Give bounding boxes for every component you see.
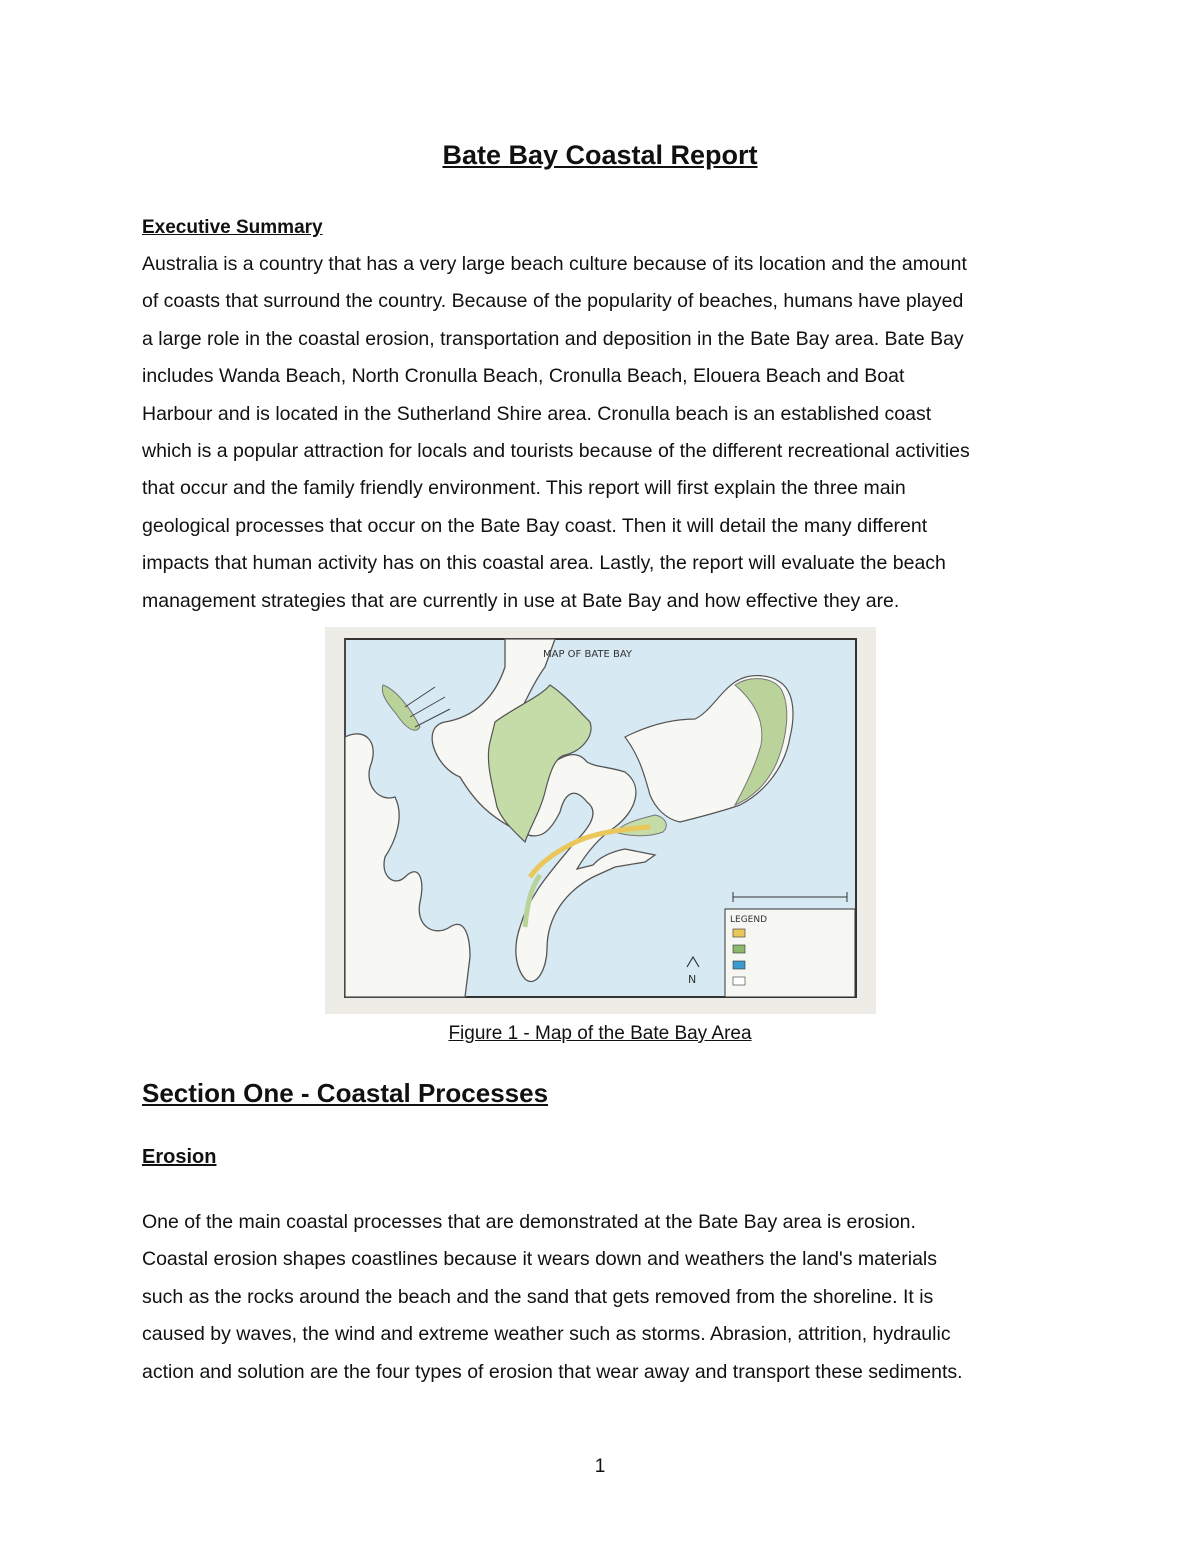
text-line: a large role in the coastal erosion, transportation and deposition in the Bate Bay area. Bate Bay xyxy=(142,327,964,350)
map-drawing xyxy=(325,627,876,1014)
document-title: Bate Bay Coastal Report xyxy=(442,140,758,170)
erosion-paragraph xyxy=(142,1204,1072,1391)
executive-summary-paragraph xyxy=(142,246,1072,620)
text-line: impacts that human activity has on this coastal area. Lastly, the report will evaluate the beach xyxy=(142,552,946,575)
text-line: Harbour and is located in the Sutherland Shire area. Cronulla beach is an established coast xyxy=(142,402,932,425)
bate-bay-map-figure xyxy=(325,627,876,1014)
text-line: that occur and the family friendly environment. This report will first explain the three main xyxy=(142,477,906,500)
page-number: 1 xyxy=(594,1456,606,1477)
text-line: of coasts that surround the country. Because of the popularity of beaches, humans have played xyxy=(142,290,964,313)
text-line: geological processes that occur on the Bate Bay coast. Then it will detail the many different xyxy=(142,514,928,537)
text-line: includes Wanda Beach, North Cronulla Beach, Cronulla Beach, Elouera Beach and Boat xyxy=(142,365,905,388)
text-line: Australia is a country that has a very large beach culture because of its location and the amount xyxy=(142,253,967,275)
erosion-heading: Erosion xyxy=(142,1146,217,1168)
text-line: action and solution are the four types of erosion that wear away and transport these sediments. xyxy=(142,1360,963,1383)
text-line: caused by waves, the wind and extreme weather such as storms. Abrasion, attrition, hydraulic xyxy=(142,1323,951,1346)
north-label: N xyxy=(688,973,697,986)
section-heading: Section One - Coastal Processes xyxy=(142,1078,549,1108)
legend-title: LEGEND xyxy=(730,915,768,925)
text-line: such as the rocks around the beach and the sand that gets removed from the shoreline. It is xyxy=(142,1285,934,1308)
text-line: One of the main coastal processes that are demonstrated at the Bate Bay area is erosion. xyxy=(142,1211,916,1233)
legend-swatch-sand xyxy=(733,929,745,937)
legend-swatch-green xyxy=(733,945,745,953)
text-line: which is a popular attraction for locals and tourists because of the different recreational activities xyxy=(142,440,970,463)
text-line: Coastal erosion shapes coastlines because it wears down and weathers the land's materials xyxy=(142,1248,937,1271)
legend-swatch-white xyxy=(733,977,745,985)
figure-caption: Figure 1 - Map of the Bate Bay Area xyxy=(448,1023,752,1044)
text-line: management strategies that are currently in use at Bate Bay and how effective they are. xyxy=(142,589,900,612)
legend-swatch-blue xyxy=(733,961,745,969)
map-title: MAP OF BATE BAY xyxy=(543,649,633,660)
executive-summary-heading: Executive Summary xyxy=(142,217,323,238)
